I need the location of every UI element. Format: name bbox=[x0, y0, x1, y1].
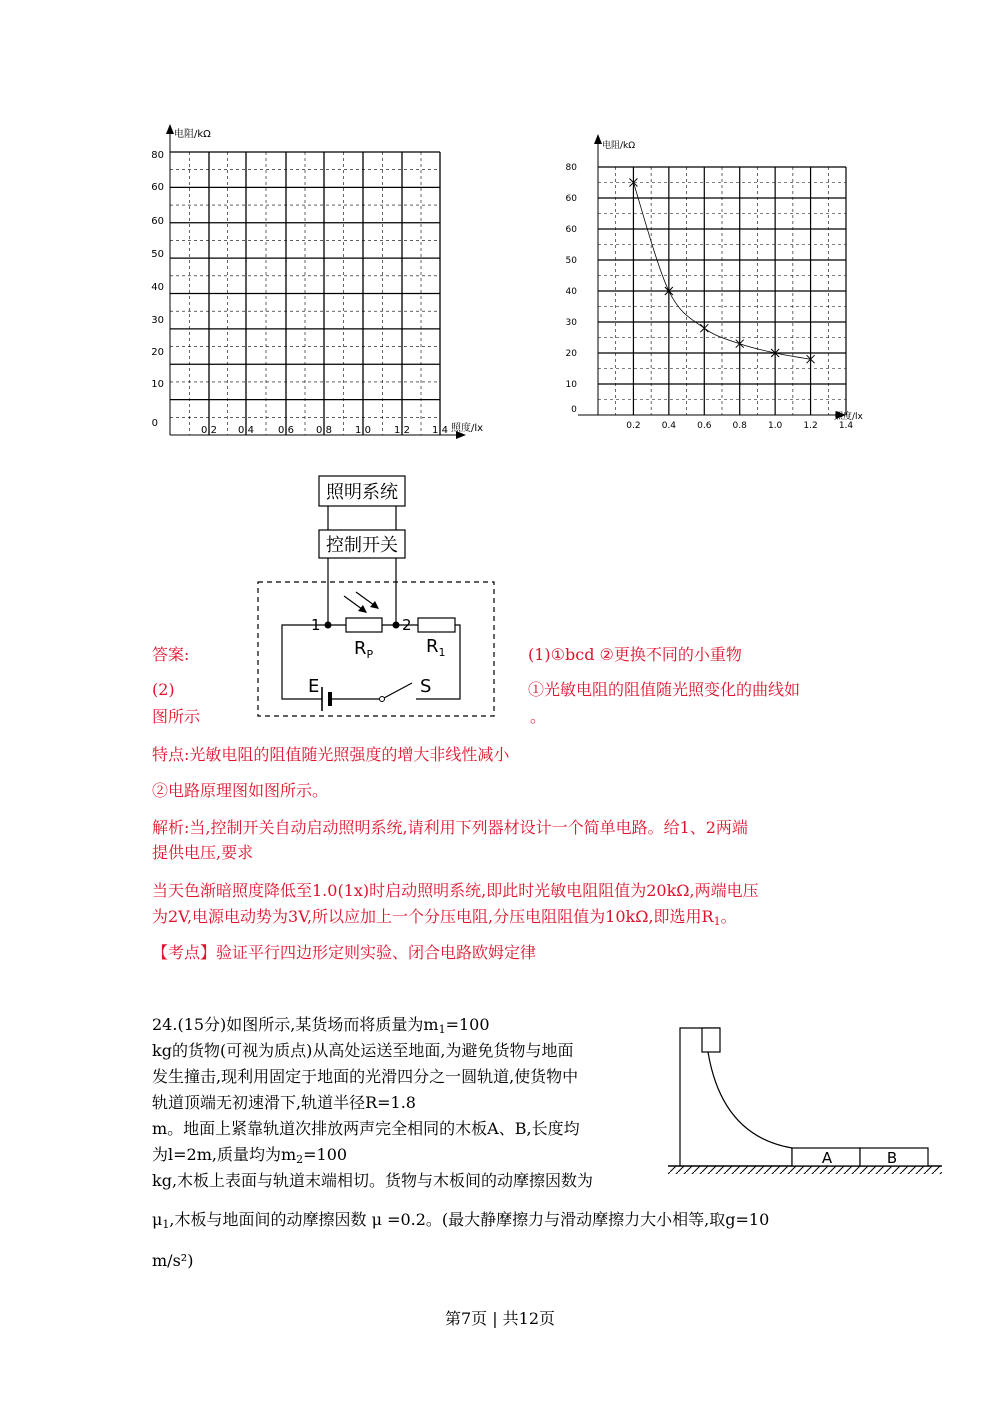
y-tick-label: 0 bbox=[571, 405, 577, 415]
problem24-line-3: 发生撞击,现利用固定于地面的光滑四分之一圆轨道,使货物中 bbox=[152, 1067, 579, 1086]
board-a-label: A bbox=[821, 1149, 833, 1167]
answer-label: 答案: bbox=[152, 645, 190, 664]
answer-part2-desc: ①光敏电阻的阻值随光照变化的曲线如 bbox=[528, 680, 801, 699]
problem24-line-9: m/s²) bbox=[152, 1251, 194, 1270]
track-diagram bbox=[662, 1020, 952, 1180]
analysis-line-3: 当天色渐暗照度降低至1.0(1x)时启动照明系统,即此时光敏电阻阻值为20kΩ,两端电压 bbox=[152, 881, 759, 900]
emf-label: E bbox=[308, 676, 320, 697]
y-axis-label: 电阻/kΩ bbox=[174, 129, 211, 140]
answer-part2-dot: 。 bbox=[530, 707, 547, 726]
x-tick-label: 0.6 bbox=[697, 421, 712, 431]
problem24-line-6: 为l=2m,质量均为$m_2=100$ bbox=[152, 1145, 348, 1166]
problem24-line-7: kg,木板上表面与轨道末端相切。货物与木板间的动摩擦因数为 bbox=[152, 1171, 594, 1190]
x-tick-label: 0.2 bbox=[626, 421, 641, 431]
photoresistor bbox=[346, 618, 382, 632]
problem24-line-8: $\mu_1$,木板与地面间的动摩擦因数 μ =0.2。(最大静摩擦力与滑动摩擦力大小相等,取g=10 bbox=[152, 1210, 770, 1231]
y-tick-label: 50 bbox=[565, 256, 577, 266]
y-tick-label: 30 bbox=[565, 318, 577, 328]
kaodian-tag: 【考点】 bbox=[152, 943, 217, 962]
lighting-system-label: 照明系统 bbox=[326, 482, 398, 503]
y-tick-label: 50 bbox=[151, 249, 164, 260]
light-arrows bbox=[344, 592, 379, 613]
y-tick-label: 60 bbox=[151, 216, 164, 227]
quarter-circle-track bbox=[708, 1052, 792, 1148]
y-tick-label: 80 bbox=[151, 150, 164, 161]
answer-part2-prefix: (2) bbox=[152, 680, 175, 699]
y-tick-label: 10 bbox=[151, 379, 164, 390]
switch-blade bbox=[384, 683, 412, 698]
problem24-line-5: m。地面上紧靠轨道次排放两声完全相同的木板A、B,长度均 bbox=[152, 1119, 580, 1138]
answer-feature: 特点:光敏电阻的阻值随光照强度的增大非线性减小 bbox=[152, 745, 510, 764]
y-tick-label: 20 bbox=[151, 347, 164, 358]
y-tick-label: 0 bbox=[151, 418, 158, 429]
node-1-dot bbox=[325, 622, 332, 629]
switch-label: S bbox=[420, 676, 432, 697]
problem24-line-2: kg的货物(可视为质点)从高处运送至地面,为避免货物与地面 bbox=[152, 1041, 574, 1060]
node-2-dot bbox=[393, 622, 400, 629]
y-tick-label: 60 bbox=[565, 194, 577, 204]
y-tick-label: 80 bbox=[565, 163, 577, 173]
r1-label: $R_1$ bbox=[426, 636, 446, 659]
node-1-label: 1 bbox=[311, 616, 321, 634]
cargo-box bbox=[702, 1028, 720, 1052]
answer-part2-tail: 图所示 bbox=[152, 707, 201, 726]
x-tick-label: 0.8 bbox=[732, 421, 747, 431]
answer-part1: (1)①bcd ②更换不同的小重物 bbox=[528, 645, 742, 664]
x-axis-label: 照度/lx bbox=[834, 412, 863, 422]
circuit-diagram bbox=[250, 470, 510, 726]
y-tick-label: 20 bbox=[565, 349, 577, 359]
x-tick-label: 0.2 bbox=[201, 425, 217, 436]
rp-label: $R_P$ bbox=[354, 638, 374, 661]
x-tick-label: 1.0 bbox=[767, 421, 783, 431]
ground-hatch bbox=[668, 1166, 942, 1174]
x-tick-label: 0.4 bbox=[238, 425, 254, 436]
resistor-r1 bbox=[418, 618, 455, 632]
x-tick-label: 0.8 bbox=[316, 425, 332, 436]
problem24-line-1: 24.(15分)如图所示,某货场而将质量为$m_1=100$ bbox=[152, 1015, 490, 1036]
y-tick-label: 60 bbox=[151, 182, 164, 193]
x-tick-label: 1.2 bbox=[803, 421, 818, 431]
x-tick-label: 1.4 bbox=[432, 425, 448, 436]
x-axis-label: 照度/lx bbox=[451, 423, 484, 434]
x-tick-label: 0.4 bbox=[661, 421, 677, 431]
x-tick-label: 1.2 bbox=[394, 425, 410, 436]
x-tick-label: 0.6 bbox=[278, 425, 294, 436]
analysis-line-2: 提供电压,要求 bbox=[152, 843, 254, 862]
dashed-enclosure bbox=[258, 582, 494, 716]
switch-contact bbox=[380, 697, 385, 702]
x-tick-label: 1.0 bbox=[355, 425, 371, 436]
y-tick-label: 40 bbox=[151, 282, 164, 293]
y-tick-label: 40 bbox=[565, 287, 577, 297]
answer-circuit-note: ②电路原理图如图所示。 bbox=[152, 781, 329, 800]
resistance-illuminance-chart bbox=[552, 132, 892, 432]
y-axis-label: 电阻/kΩ bbox=[602, 141, 636, 151]
empty-graph bbox=[140, 120, 510, 450]
y-tick-label: 30 bbox=[151, 315, 164, 326]
y-tick-label: 10 bbox=[565, 380, 577, 390]
page-footer: 第7页 | 共12页 bbox=[444, 1309, 556, 1328]
node-2-label: 2 bbox=[402, 616, 412, 634]
board-b-label: B bbox=[886, 1149, 898, 1167]
kaodian-line: 【考点】验证平行四边形定则实验、闭合电路欧姆定律 bbox=[152, 943, 537, 962]
x-tick-label: 1.4 bbox=[838, 421, 854, 431]
y-tick-label: 60 bbox=[565, 225, 577, 235]
analysis-line-1: 解析:当,控制开关自动启动照明系统,请利用下列器材设计一个简单电路。给1、2两端 bbox=[152, 818, 748, 837]
control-switch-label: 控制开关 bbox=[326, 535, 398, 556]
problem24-line-4: 轨道顶端无初速滑下,轨道半径R=1.8 bbox=[152, 1093, 416, 1112]
analysis-line-4: 为2V,电源电动势为3V,所以应加上一个分压电阻,分压电阻阻值为10kΩ,即选用$R_1$。 bbox=[152, 907, 737, 928]
